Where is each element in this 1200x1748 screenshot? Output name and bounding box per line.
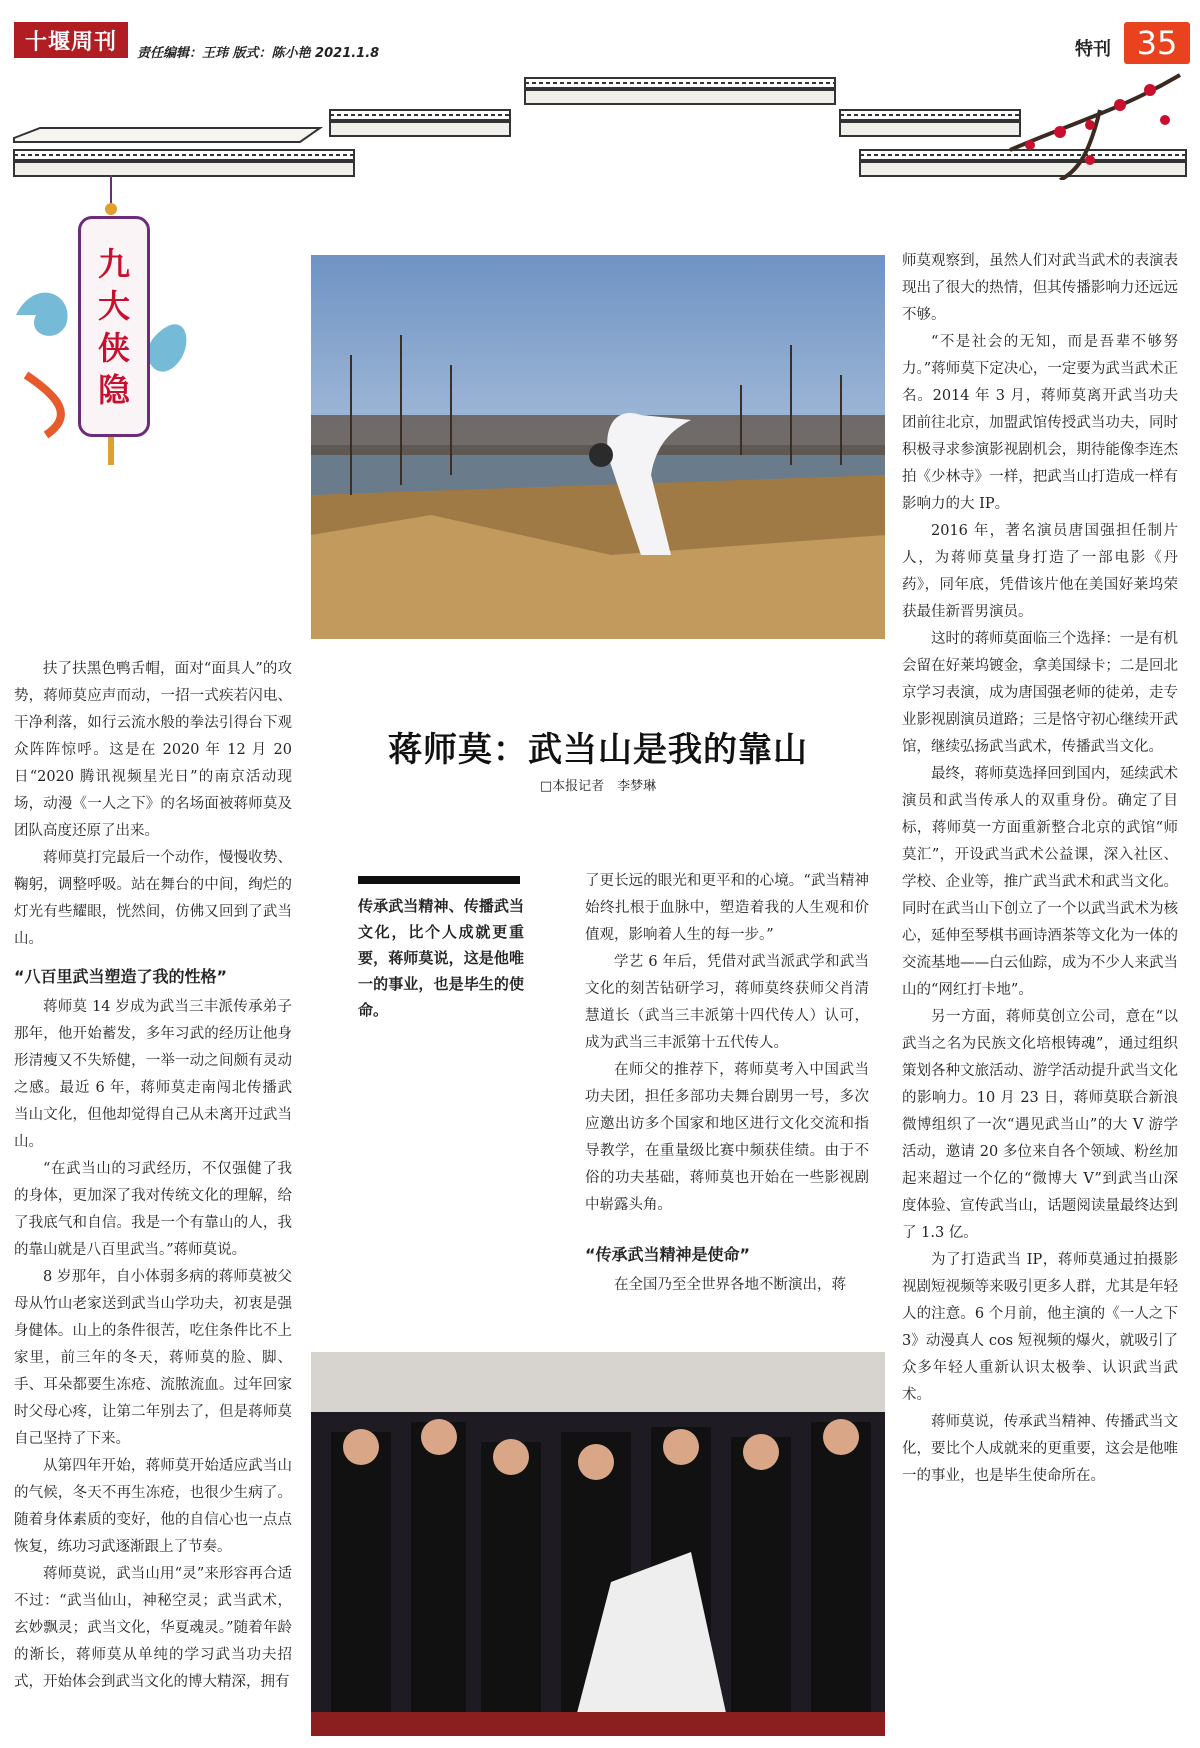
text-column-right	[902, 248, 1178, 1490]
paragraph: 扶了扶黑色鸭舌帽，面对“面具人”的攻势，蒋师莫应声而动，一招一式疾若闪电、干净利落，如行云流水般的拳法引得台下观众阵阵惊呼。这是在 2020 年 12 月 20 日“2020 腾讯视频星光日”的南京活动现场，动漫《一人之下》的名场面被蒋师莫及团队高度还原了出来。	[14, 661, 292, 839]
badge-char: 大	[97, 286, 130, 325]
badge-char: 隐	[97, 370, 130, 409]
paragraph: 在全国乃至全世界各地不断演出，蒋	[614, 1277, 846, 1293]
paragraph: 了更长远的眼光和更平和的心境。“武当精神始终扎根于血脉中，塑造着我的人生观和价值观，影响着人生的每一步。”	[585, 873, 869, 943]
article-byline: □本报记者 李梦琳	[539, 779, 657, 794]
paragraph: 蒋师莫说，传承武当精神、传播武当文化，要比个人成就来的更重要，这会是他唯一的事业，也是毕生使命所在。	[902, 1414, 1178, 1484]
paragraph: 最终，蒋师莫选择回到国内，延续武术演员和武当传承人的双重身份。确定了目标，蒋师莫一方面重新整合北京的武馆“师莫汇”，开设武当武术公益课，深入社区、学校、企业等，推广武当武术和武当文化。同时在武当山下创立了一个以武当武术为核心，延伸至琴棋书画诗酒茶等文化为一体的交流基地——白云仙踪，成为不少人来武当山的“网红打卡地”。	[902, 766, 1178, 998]
paragraph: “在武当山的习武经历，不仅强健了我的身体，更加深了我对传统文化的理解，给了我底气和自信。我是一个有靠山的人，我的靠山就是八百里武当。”蒋师莫说。	[14, 1161, 292, 1258]
section-heading: “八百里武当塑造了我的性格”	[14, 967, 228, 986]
paragraph: 这时的蒋师莫面临三个选择：一是有机会留在好莱坞镀金，拿美国绿卡；二是回北京学习表演，成为唐国强老师的徒弟，走专业影视剧演员道路；三是恪守初心继续开武馆，继续弘扬武当武术，传播武当文化。	[902, 631, 1178, 755]
photo-performer-lake	[311, 255, 885, 639]
section-heading: “传承武当精神是使命”	[585, 1245, 751, 1264]
pull-quote: 传承武当精神、传播武当文化，比个人成就更重要，蒋师莫说，这是他唯一的事业，也是毕生的使命。	[358, 897, 524, 1019]
paragraph: 另一方面，蒋师莫创立公司，意在“以武当之名为民族文化培根铸魂”，通过组织策划各种文旅活动、游学活动提升武当文化的影响力。10 月 23 日，蒋师莫联合新浪微博组织了一次“遇见武当山”的大 V 游学活动，邀请 20 多位来自各个领域、粉丝加起来超过一个亿的“微博大 V”到武当山深度体验、宣传武当山，话题阅读量最终达到了 1.3 亿。	[902, 1009, 1178, 1241]
text-column-left	[14, 656, 292, 1696]
pull-quote-bar	[358, 876, 520, 884]
page-number: 35	[1124, 22, 1190, 64]
masthead-logo	[14, 22, 128, 58]
badge-char: 九	[97, 244, 130, 283]
section-label: 特刊	[1075, 39, 1111, 60]
paragraph: 在师父的推荐下，蒋师莫考入中国武当功夫团，担任多部功夫舞台剧男一号，多次应邀出访多个国家和地区进行文化交流和指导教学，在重量级比赛中频获佳绩。由于不俗的功夫基础，蒋师莫也开始在一些影视剧中崭露头角。	[585, 1062, 869, 1213]
paragraph: 为了打造武当 IP，蒋师莫通过拍摄影视剧短视频等来吸引更多人群，尤其是年轻人的注意。6 个月前，他主演的《一人之下 3》动漫真人 cos 短视频的爆火，就吸引了众多年轻人重新认识太极拳、认识武当武术。	[902, 1252, 1178, 1403]
article-title: 蒋师莫：武当山是我的靠山	[388, 730, 808, 770]
editor-credits: 责任编辑：王玮 版式：陈小艳 2021.1.8	[137, 46, 380, 61]
badge-char: 侠	[97, 328, 130, 367]
paragraph: 2016 年，著名演员唐国强担任制片人，为蒋师莫量身打造了一部电影《丹药》，同年底，凭借该片他在美国好莱坞荣获最佳新晋男演员。	[902, 523, 1178, 620]
paragraph: 师莫观察到，虽然人们对武当武术的表演表现出了很大的热情，但其传播影响力还远远不够。	[902, 253, 1178, 323]
photo-group-event	[311, 1352, 885, 1736]
paragraph: 蒋师莫打完最后一个动作，慢慢收势、鞠躬，调整呼吸。站在舞台的中间，绚烂的灯光有些耀眼，恍然间，仿佛又回到了武当山。	[14, 850, 292, 947]
masthead-text: 十堰周刊	[24, 29, 117, 55]
paragraph: 8 岁那年，自小体弱多病的蒋师莫被父母从竹山老家送到武当山学功夫，初衷是强身健体。山上的条件很苦，吃住条件比不上家里，前三年的冬天，蒋师莫的脸、脚、手、耳朵都要生冻疮、流脓流血。过年回家时父母心疼，让第二年别去了，但是蒋师莫自己坚持了下来。	[14, 1269, 292, 1447]
column-badge	[78, 216, 150, 437]
paragraph: “不是社会的无知，而是吾辈不够努力。”蒋师莫下定决心，一定要为武当武术正名。2014 年 3 月，蒋师莫离开武当功夫团前往北京，加盟武馆传授武当功夫，同时积极寻求参演影视剧机会，期待能像李连杰拍《少林寺》一样，把武当山打造成一样有影响力的大 IP。	[902, 334, 1178, 512]
text-column-middle	[585, 868, 869, 1299]
roof-decoration	[0, 70, 1200, 180]
paragraph: 从第四年开始，蒋师莫开始适应武当山的气候，冬天不再生冻疮，也很少生病了。随着身体素质的变好，他的自信心也一点点恢复，练功习武逐渐跟上了节奏。	[14, 1458, 292, 1555]
paragraph: 蒋师莫说，武当山用“灵”来形容再合适不过：“武当仙山，神秘空灵；武当武术，玄妙飘灵；武当文化，华夏魂灵。”随着年龄的渐长，蒋师莫从单纯的学习武当功夫招式，开始体会到武当文化的博大精深，拥有	[14, 1566, 292, 1690]
paragraph: 学艺 6 年后，凭借对武当派武学和武当文化的刻苦钻研学习，蒋师莫终获师父肖清慧道长（武当三丰派第十四代传人）认可，成为武当三丰派第十五代传人。	[585, 954, 869, 1051]
paragraph: 蒋师莫 14 岁成为武当三丰派传承弟子那年，他开始蓄发，多年习武的经历让他身形清瘦又不失矫健，一举一动之间颇有灵动之感。最近 6 年，蒋师莫走南闯北传播武当山文化，但他却觉得自己从未离开过武当山。	[14, 999, 292, 1150]
